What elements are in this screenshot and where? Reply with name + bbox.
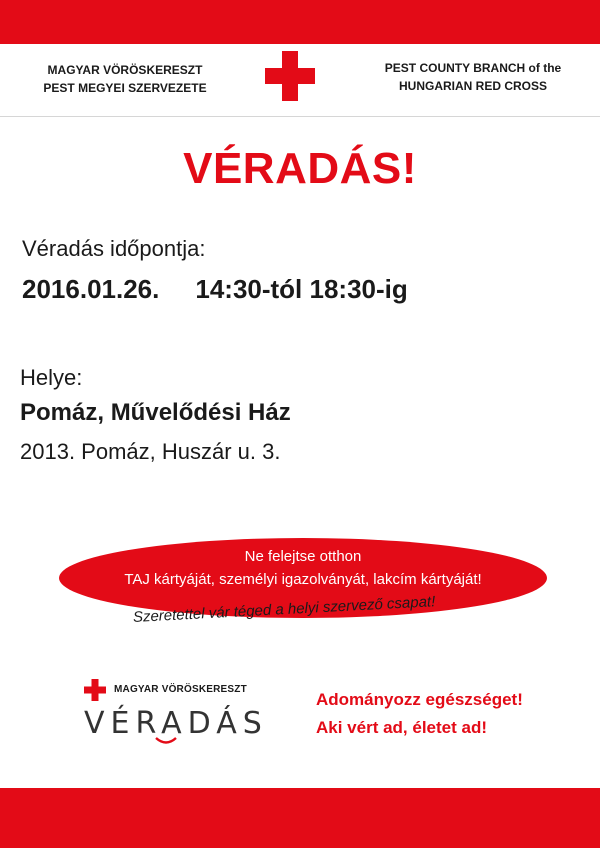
reminder-text	[59, 545, 547, 591]
slogans	[316, 686, 526, 742]
org-name-hungarian	[14, 61, 236, 97]
red-cross-icon-small	[84, 679, 106, 701]
signoff-text: Szeretettel vár téged a helyi szervező csapat!	[132, 593, 436, 626]
bottom-red-band	[0, 788, 600, 848]
location-address: 2013. Pomáz, Huszár u. 3.	[20, 439, 281, 464]
location-venue: Pomáz, Művelődési Ház	[20, 399, 291, 426]
logo-wordmark: VÉRADÁS	[84, 706, 268, 741]
org-name-hu-line1: MAGYAR VÖRÖSKERESZT	[47, 63, 203, 77]
reminder-line1: Ne felejtse otthon	[244, 548, 362, 565]
slogan-line2: Aki vért ad, életet ad!	[316, 718, 488, 737]
schedule-time: 14:30-tól 18:30-ig	[195, 274, 408, 304]
org-name-en-line1: PEST COUNTY BRANCH of the	[384, 61, 562, 75]
slogan-line1: Adományozz egészséget!	[316, 690, 523, 709]
schedule-label: Véradás időpontja:	[22, 236, 206, 261]
org-name-en-line2: HUNGARIAN RED CROSS	[398, 79, 547, 93]
red-cross-icon	[265, 51, 315, 101]
location-label: Helye:	[20, 365, 83, 390]
org-name-hu-line2: PEST MEGYEI SZERVEZETE	[43, 81, 207, 95]
org-name-english	[362, 59, 584, 95]
top-red-band	[0, 0, 600, 44]
logo-org-name: MAGYAR VÖRÖSKERESZT	[114, 684, 247, 695]
blood-drop-smile-icon	[155, 737, 177, 747]
header-divider	[0, 116, 600, 117]
schedule-date: 2016.01.26.	[22, 274, 160, 304]
page-title: VÉRADÁS!	[183, 144, 417, 193]
schedule-datetime	[22, 274, 408, 305]
reminder-line2: TAJ kártyáját, személyi igazolványát, lakcím kártyáját!	[124, 571, 482, 588]
